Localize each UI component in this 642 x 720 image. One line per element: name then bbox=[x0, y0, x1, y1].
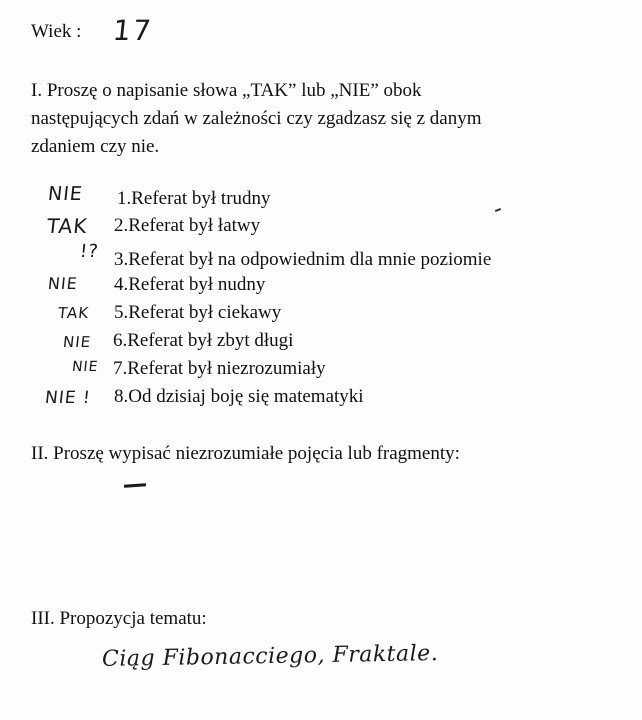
statement-8: 8.Od dzisiaj boję się matematyki bbox=[114, 386, 364, 407]
statement-3: 3.Referat był na odpowiednim dla mnie poziomie bbox=[114, 249, 492, 270]
ink-speck bbox=[495, 208, 501, 212]
age-label: Wiek : bbox=[31, 21, 82, 42]
section1-heading-line2: następujących zdań w zależności czy zgadzasz się z danym bbox=[31, 108, 482, 129]
answer-3: !? bbox=[78, 241, 100, 262]
answer-2: TAK bbox=[45, 214, 89, 238]
answer-6: NIE bbox=[62, 333, 93, 351]
answer-4: NIE bbox=[47, 274, 79, 293]
statement-1: 1.Referat był trudny bbox=[117, 188, 271, 209]
answer-7: NIE bbox=[71, 359, 100, 375]
section1-heading-line3: zdaniem czy nie. bbox=[31, 136, 160, 157]
section2-answer bbox=[124, 474, 148, 494]
statement-2: 2.Referat był łatwy bbox=[114, 215, 261, 236]
section1-heading-line1: I. Proszę o napisanie słowa „TAK” lub „NIE” obok bbox=[31, 80, 422, 101]
statement-4: 4.Referat był nudny bbox=[114, 274, 266, 295]
answer-8: NIE ! bbox=[43, 388, 92, 408]
section2-heading: II. Proszę wypisać niezrozumiałe pojęcia lub fragmenty: bbox=[31, 443, 460, 464]
answer-5: TAK bbox=[57, 304, 91, 322]
statement-5: 5.Referat był ciekawy bbox=[114, 302, 282, 323]
section3-answer: Ciąg Fibonacciego, Fraktale. bbox=[101, 641, 439, 672]
statement-6: 6.Referat był zbyt długi bbox=[113, 330, 294, 351]
section3-heading: III. Propozycja tematu: bbox=[31, 608, 207, 629]
answer-1: NIE bbox=[46, 183, 84, 205]
statement-7: 7.Referat był niezrozumiały bbox=[113, 358, 326, 379]
age-value: 17 bbox=[111, 14, 155, 47]
